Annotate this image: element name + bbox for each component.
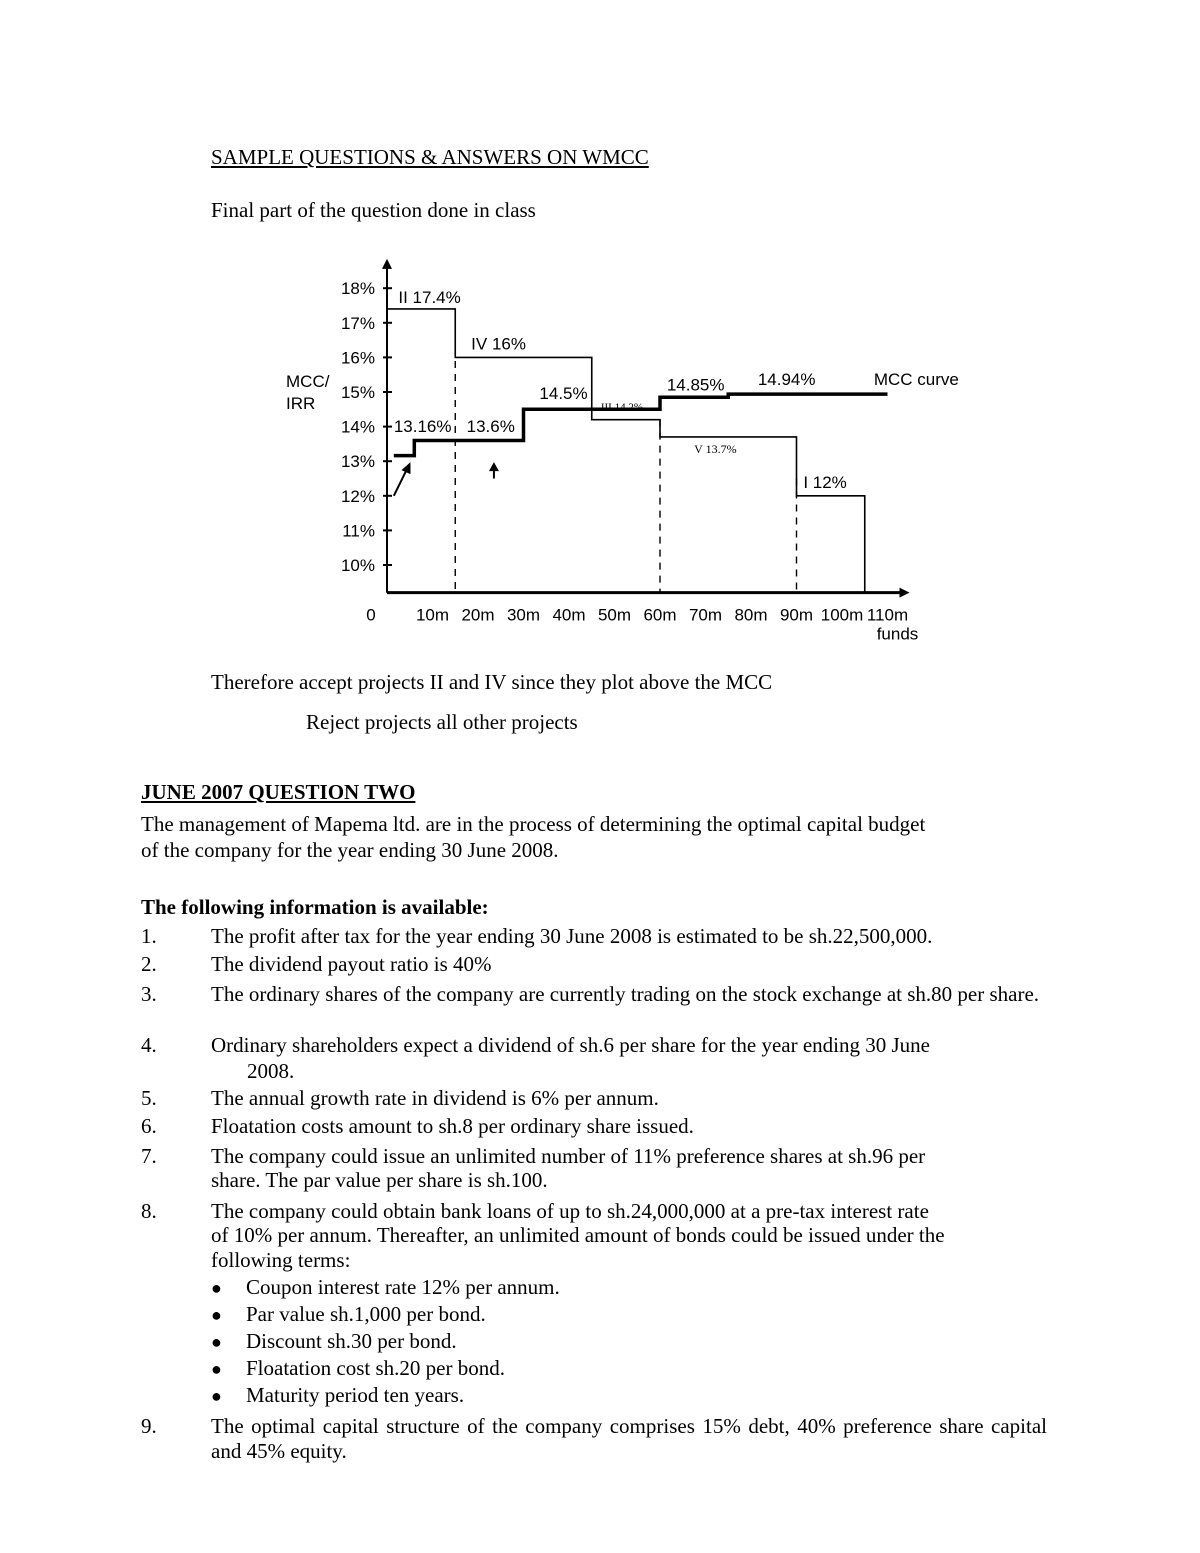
list-item-continuation: following terms: [211,1248,351,1272]
item-number: 5. [141,1086,157,1110]
y-axis-arrow-icon [382,259,392,269]
chart-annotation-label: V 13.7% [694,441,737,456]
page-heading: SAMPLE QUESTIONS & ANSWERS ON WMCC [211,145,649,169]
list-item: Ordinary shareholders expect a dividend of sh.6 per share for the year ending 30 June [211,1033,931,1057]
list-item-continuation: share. The par value per share is sh.100. [211,1168,548,1192]
y-tick-label: 13% [340,452,375,472]
item-number: 1. [141,924,157,948]
y-tick-label: 15% [340,383,375,402]
item-number: 6. [141,1114,157,1138]
x-axis-label: funds [876,624,919,644]
bullet-item [211,1356,505,1382]
y-tick-label: 18% [340,279,375,299]
x-axis-arrow-icon [900,588,910,598]
y-tick-label: 17% [340,313,375,333]
item-number: 2. [141,952,157,976]
bullet-item [211,1302,486,1328]
x-tick-label: 110m [866,605,909,625]
chart-annotation-label: 14.5% [539,384,588,403]
x-tick-label: 10m [415,605,450,625]
bullet-icon: ● [211,1386,222,1406]
chart-annotation-label: 14.94% [757,370,816,390]
question-intro-line2: of the company for the year ending 30 June 2008. [141,838,559,862]
y-axis-label: IRR [286,394,316,413]
y-tick-label: 12% [340,486,375,506]
x-tick-label: 70m [688,605,723,625]
bullet-icon: ● [211,1359,222,1379]
bullet-text: Discount sh.30 per bond. [246,1329,457,1353]
y-tick-label: 10% [340,556,375,575]
list-item-continuation: 2008. [247,1059,295,1083]
x-tick-label: 30m [506,605,541,625]
chart-annotation-label: III 14.2% [600,401,644,414]
bullet-text: Floatation cost sh.20 per bond. [246,1356,505,1380]
item-number: 4. [141,1033,157,1057]
irr-schedule-line [387,309,865,593]
y-tick-label: 14% [340,417,375,437]
chart-annotation-label: IV 16% [471,334,526,354]
item-number: 9. [141,1414,157,1438]
info-title: The following information is available: [141,895,489,919]
y-axis-label: MCC/ [286,372,330,391]
bullet-icon: ● [211,1278,222,1298]
y-tick-label: 16% [340,348,375,368]
chart-annotation-label: MCC curve [873,370,959,390]
x-tick-label: 90m [779,605,814,625]
list-item-continuation: of 10% per annum. Thereafter, an unlimited amount of bonds could be issued under the [211,1223,945,1247]
bullet-text: Coupon interest rate 12% per annum. [246,1275,560,1299]
y-tick-label: 11% [342,521,375,541]
pointer-arrow-icon [394,468,408,496]
list-item: The company could obtain bank loans of up to sh.24,000,000 at a pre-tax interest rate [211,1199,929,1223]
item-number: 7. [141,1144,157,1168]
bullet-text: Par value sh.1,000 per bond. [246,1302,486,1326]
conclusion-accept: Therefore accept projects II and IV since they plot above the MCC [211,670,773,694]
x-tick-label: 60m [643,605,677,625]
conclusion-reject: Reject projects all other projects [306,710,578,734]
list-item: The dividend payout ratio is 40% [211,952,492,976]
bullet-text: Maturity period ten years. [246,1383,465,1407]
x-tick-label: 50m [597,605,632,625]
chart-annotation-label: 13.16% [393,416,452,436]
list-item: The ordinary shares of the company are currently trading on the stock exchange at sh.80 per share. [211,982,1040,1006]
list-item: The profit after tax for the year ending 30 June 2008 is estimated to be sh.22,500,000. [211,924,933,948]
chart-annotation-label: 14.85% [666,375,725,395]
mcc-irr-chart [270,245,990,655]
intro-text: Final part of the question done in class [211,198,536,222]
list-item: The company could issue an unlimited number of 11% preference shares at sh.96 per [211,1144,926,1168]
x-tick-label: 100m [820,605,864,625]
chart-annotation-label: 13.6% [466,416,515,436]
bullet-item [211,1275,560,1301]
x-tick-label: 0 [366,605,376,625]
bullet-item [211,1329,457,1355]
list-item: The optimal capital structure of the company comprises 15% debt, 40% preference share capital and 45% equity. [211,1414,1047,1463]
x-tick-label: 80m [734,605,768,625]
item-number: 3. [141,982,157,1006]
question-intro-line1: The management of Mapema ltd. are in the process of determining the optimal capital budget [141,812,926,836]
bullet-icon: ● [211,1332,222,1352]
question-title: JUNE 2007 QUESTION TWO [141,780,416,804]
chart-annotation-label: I 12% [803,472,847,492]
chart-annotation-label: II 17.4% [398,287,461,307]
bullet-icon: ● [211,1305,222,1325]
x-tick-label: 40m [552,605,586,625]
list-item: Floatation costs amount to sh.8 per ordinary share issued. [211,1114,694,1138]
pointer-arrow-icon [489,462,499,471]
item-number: 8. [141,1199,157,1223]
x-tick-label: 20m [461,605,495,625]
list-item: The annual growth rate in dividend is 6% per annum. [211,1086,659,1110]
bullet-item [211,1383,464,1409]
